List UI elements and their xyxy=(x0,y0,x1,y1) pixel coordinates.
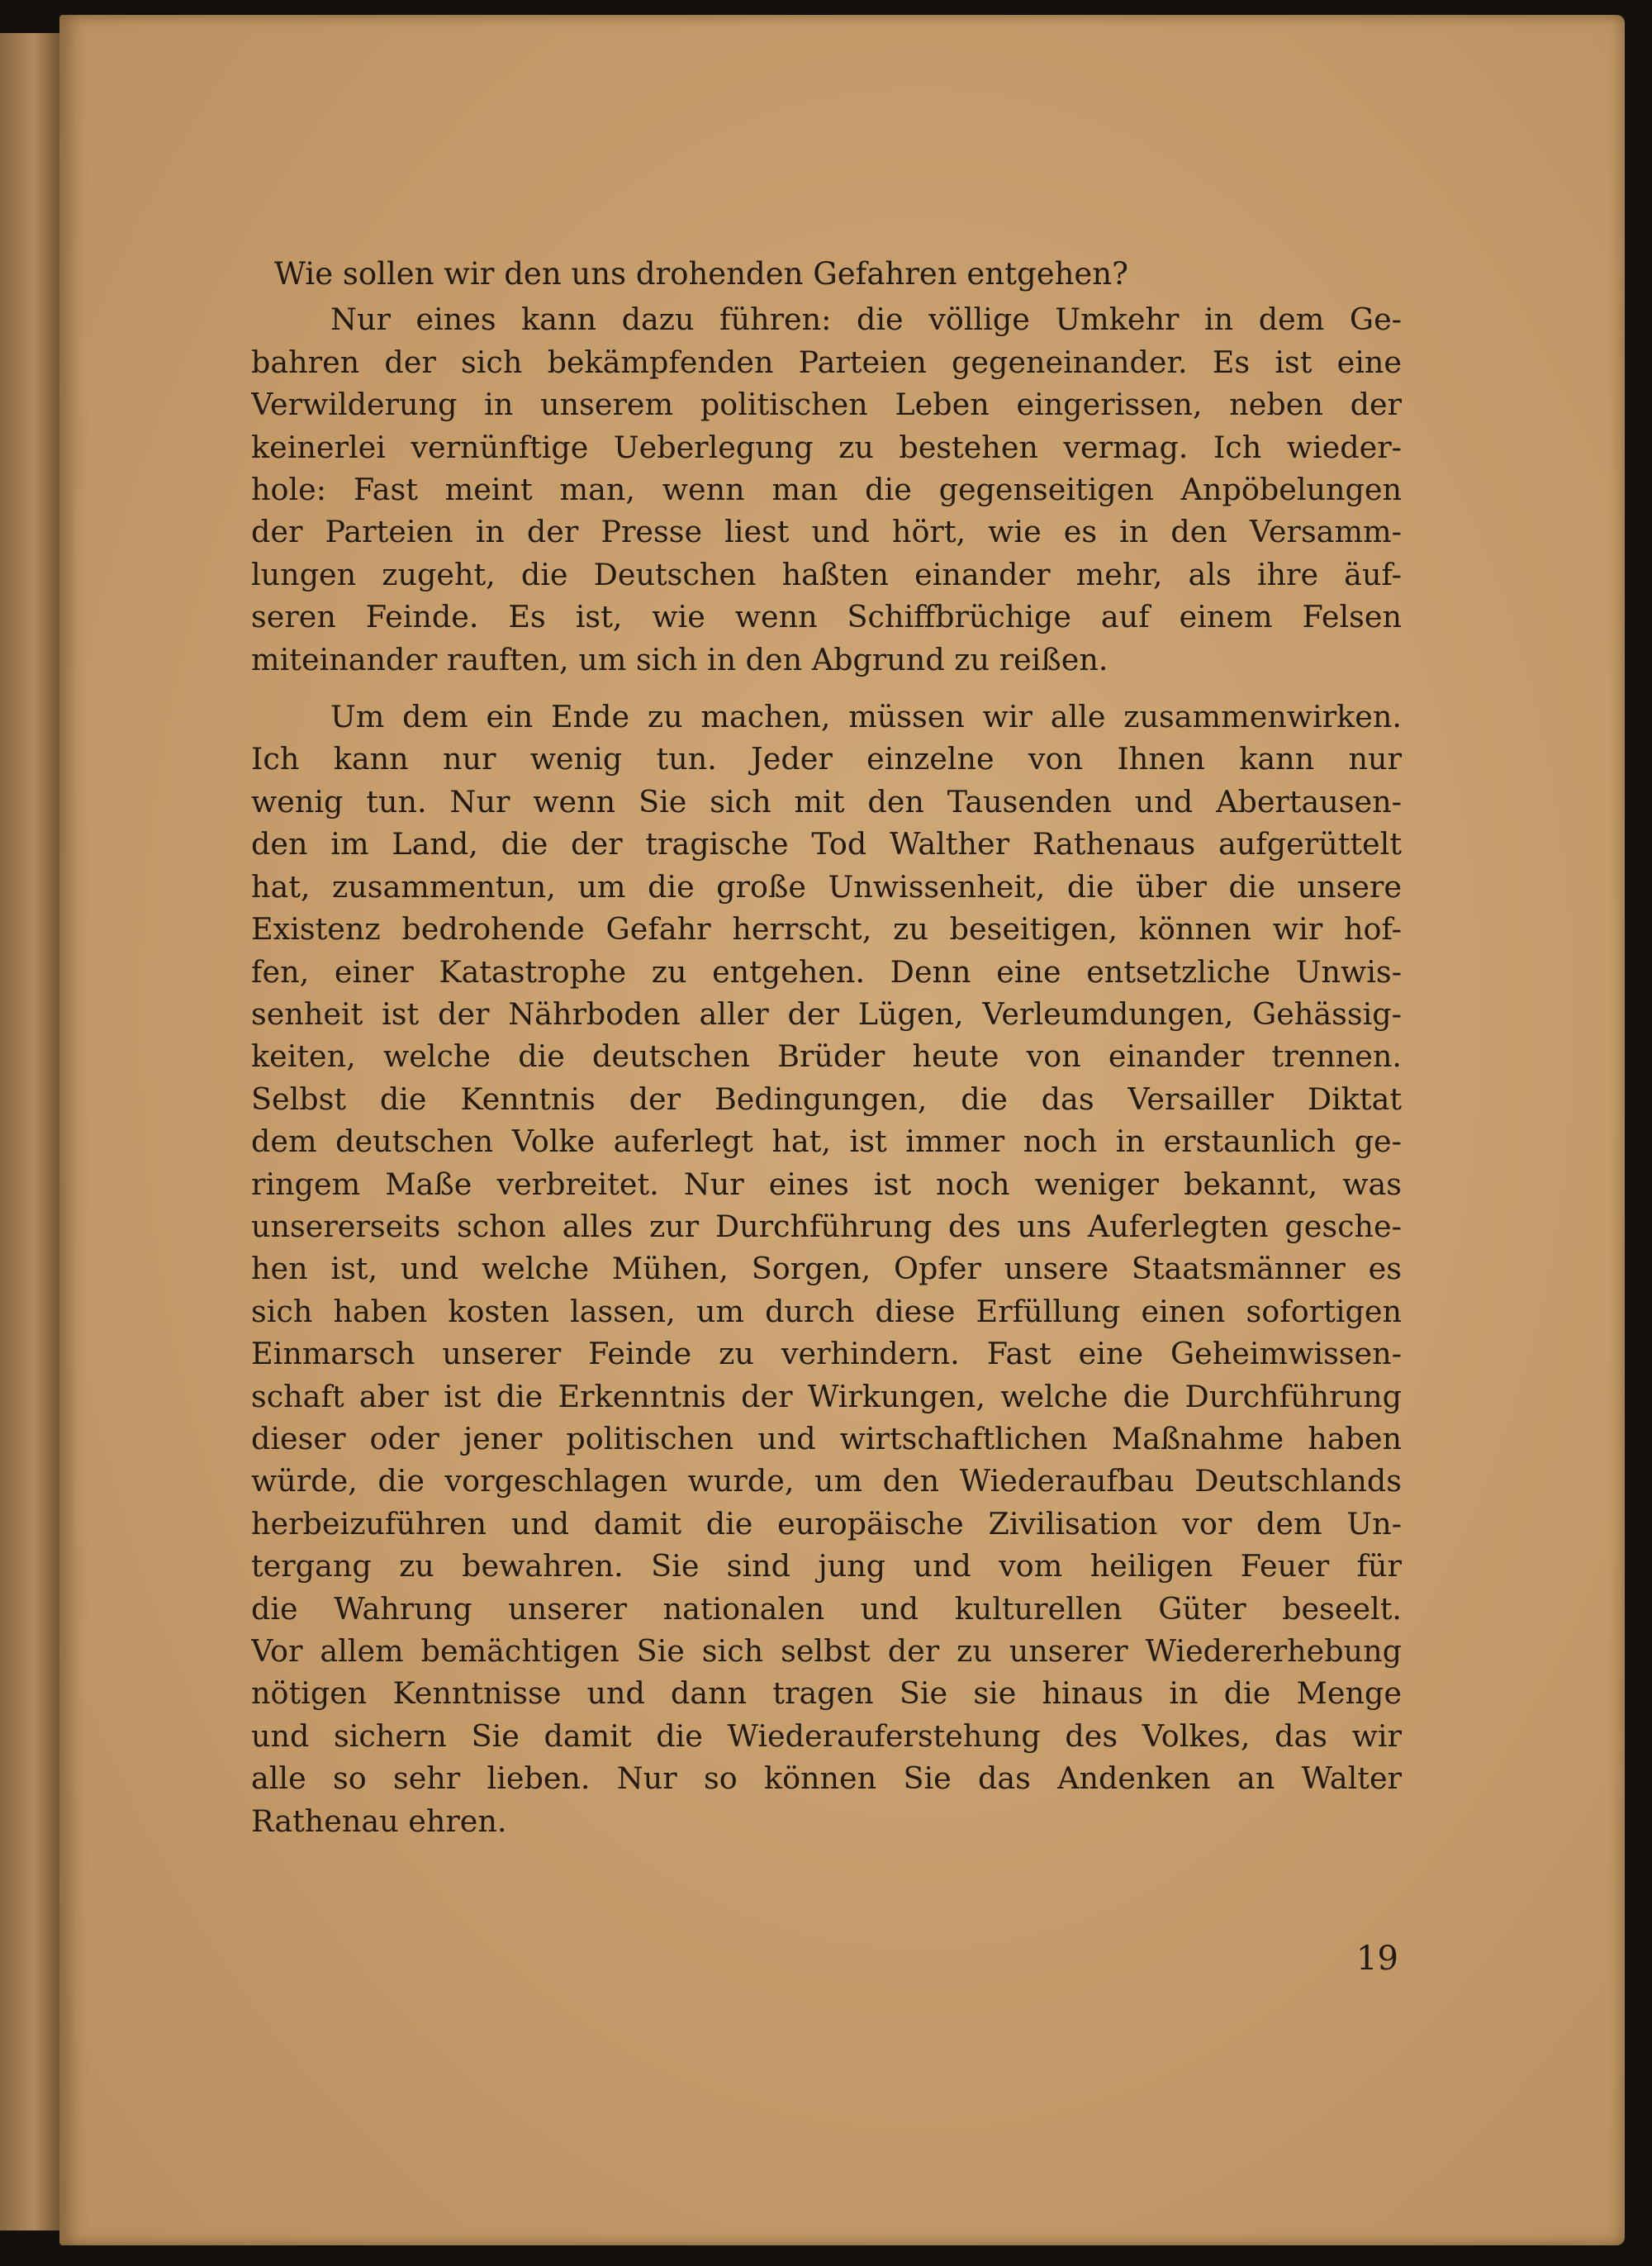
text-line: sich haben kosten lassen, um durch diese Erfüllung einen sofortigen xyxy=(251,1293,1402,1329)
text-line: senheit ist der Nährboden aller der Lügen, Verleumdungen, Gehässig- xyxy=(251,995,1402,1032)
text-line: herbeizuführen und damit die europäische Zivilisation vor dem Un- xyxy=(251,1505,1402,1542)
text-line: der Parteien in der Presse liest und hört, wie es in den Versamm- xyxy=(251,514,1402,550)
text-line: Rathenau ehren. xyxy=(251,1803,507,1839)
text-line: bahren der sich bekämpfenden Parteien gegeneinander. Es ist eine xyxy=(251,344,1402,380)
text-line: tergang zu bewahren. Sie sind jung und vom heiligen Feuer für xyxy=(251,1548,1402,1584)
text-line: fen, einer Katastrophe zu entgehen. Denn eine entsetzliche Unwis- xyxy=(251,953,1402,990)
text-line: schaft aber ist die Erkenntnis der Wirkungen, welche die Durchführung xyxy=(251,1378,1402,1414)
text-line: dem deutschen Volke auferlegt hat, ist immer noch in erstaunlich ge- xyxy=(251,1123,1402,1160)
text-line: Nur eines kann dazu führen: die völlige Umkehr in dem Ge- xyxy=(330,302,1402,338)
text-line: Vor allem bemächtigen Sie sich selbst der zu unserer Wiedererhebung xyxy=(251,1633,1402,1669)
text-line: unsererseits schon alles zur Durchführung des uns Auferlegten gesche- xyxy=(251,1208,1402,1244)
text-line: keinerlei vernünftige Ueberlegung zu bestehen vermag. Ich wieder- xyxy=(251,429,1402,465)
section-heading: Wie sollen wir den uns drohenden Gefahren entgehen? xyxy=(274,256,1128,292)
text-line: würde, die vorgeschlagen wurde, um den Wiederaufbau Deutschlands xyxy=(251,1463,1402,1499)
book-page xyxy=(59,15,1625,2245)
text-line: lungen zugeht, die Deutschen haßten einander mehr, als ihre äuf- xyxy=(251,556,1402,592)
text-line: miteinander rauften, um sich in den Abgrund zu reißen. xyxy=(251,641,1108,677)
text-block xyxy=(251,253,1402,1857)
left-page-edge xyxy=(0,33,64,2230)
text-line: Selbst die Kenntnis der Bedingungen, die das Versailler Diktat xyxy=(251,1081,1402,1117)
text-line: seren Feinde. Es ist, wie wenn Schiffbrüchige auf einem Felsen xyxy=(251,599,1402,635)
text-line: Um dem ein Ende zu machen, müssen wir alle zusammenwirken. xyxy=(330,699,1402,735)
text-line: alle so sehr lieben. Nur so können Sie das Andenken an Walter xyxy=(251,1760,1402,1797)
text-line: hole: Fast meint man, wenn man die gegenseitigen Anpöbelungen xyxy=(251,472,1402,508)
page-number: 19 xyxy=(1356,1940,1398,1978)
paragraph-1 xyxy=(251,298,1402,681)
text-line: dieser oder jener politischen und wirtschaftlichen Maßnahme haben xyxy=(251,1420,1402,1456)
text-line: nötigen Kenntnisse und dann tragen Sie sie hinaus in die Menge xyxy=(251,1675,1402,1712)
text-line: keiten, welche die deutschen Brüder heute von einander trennen. xyxy=(251,1038,1402,1075)
text-line: den im Land, die der tragische Tod Walther Rathenaus aufgerüttelt xyxy=(251,826,1402,862)
text-line: wenig tun. Nur wenn Sie sich mit den Tausenden und Abertausen- xyxy=(251,783,1402,819)
text-line: die Wahrung unserer nationalen und kulturellen Güter beseelt. xyxy=(251,1590,1402,1627)
text-line: ringem Maße verbreitet. Nur eines ist noch weniger bekannt, was xyxy=(251,1166,1402,1202)
text-line: und sichern Sie damit die Wiederauferstehung des Volkes, das wir xyxy=(251,1717,1402,1754)
text-line: Einmarsch unserer Feinde zu verhindern. Fast eine Geheimwissen- xyxy=(251,1336,1402,1372)
text-line: hat, zusammentun, um die große Unwissenheit, die über die unsere xyxy=(251,868,1402,905)
text-line: Existenz bedrohende Gefahr herrscht, zu beseitigen, können wir hof- xyxy=(251,911,1402,948)
paragraph-2 xyxy=(251,696,1402,1842)
text-line: Ich kann nur wenig tun. Jeder einzelne von Ihnen kann nur xyxy=(251,741,1402,777)
text-line: hen ist, und welche Mühen, Sorgen, Opfer unsere Staatsmänner es xyxy=(251,1251,1402,1287)
text-line: Verwilderung in unserem politischen Leben eingerissen, neben der xyxy=(251,387,1402,423)
